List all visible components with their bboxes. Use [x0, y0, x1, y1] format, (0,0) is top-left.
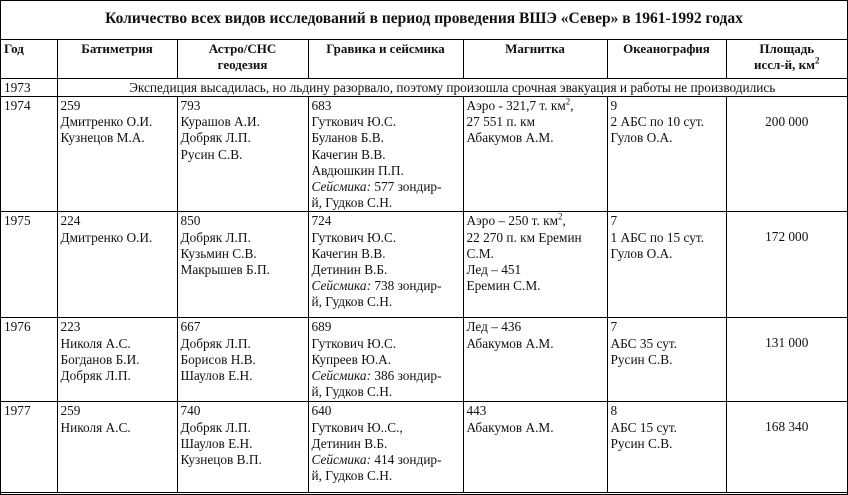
bathymetry-line: Николя А.С. — [60, 335, 131, 351]
bathymetry-cell — [57, 212, 177, 318]
header-astro-line1: Астро/СНС — [208, 41, 277, 56]
seismic-person: й, Гудков С.Н. — [311, 195, 393, 211]
ocean-line: 2 АБС по 10 сут. — [610, 114, 705, 130]
year-cell: 1974 — [1, 97, 57, 212]
magnetic-text: 443 — [466, 403, 487, 419]
gravity-cell — [308, 212, 463, 318]
astro-line: Кузьмин С.В. — [180, 245, 257, 261]
astro-line: Добряк Л.П. — [180, 335, 251, 351]
astro-cell — [177, 212, 308, 318]
bathymetry-line: Богданов Б.И. — [60, 351, 140, 367]
gravity-cell — [308, 97, 463, 212]
seismic-line — [312, 278, 460, 294]
magnetic-line — [467, 130, 604, 146]
area-cell: 131 000 — [726, 318, 847, 402]
header-area-line1: Площадь — [759, 41, 815, 56]
astro-line: Кузнецов В.П. — [180, 452, 262, 468]
seismic-line — [312, 452, 460, 468]
seismic-label: Сейсмика: — [311, 278, 372, 294]
astro-line: Русин С.В. — [180, 146, 243, 162]
bathymetry-line: Кузнецов М.А. — [60, 130, 145, 146]
header-astro — [177, 40, 308, 79]
gravity-line: Авдюшкин П.П. — [311, 162, 404, 178]
astro-cell — [177, 318, 308, 402]
gravity-line: 724 — [311, 213, 332, 229]
header-area-line2 — [730, 57, 845, 73]
ocean-line: 9 — [610, 98, 618, 113]
gravity-cell — [308, 318, 463, 402]
seismic-person: й, Гудков С.Н. — [311, 384, 393, 400]
ocean-line: 7 — [610, 319, 618, 335]
gravity-line: 640 — [311, 403, 332, 419]
year-cell: 1976 — [1, 318, 57, 402]
ocean-cell — [607, 212, 726, 318]
astro-line: 740 — [180, 403, 201, 419]
table-row — [1, 97, 847, 212]
magnetic-line — [467, 114, 604, 130]
gravity-line: Гуткович Ю.С. — [311, 114, 397, 130]
magnetic-line — [467, 319, 604, 335]
bathymetry-line: 259 — [60, 403, 81, 419]
gravity-line: 683 — [311, 98, 332, 113]
header-ocean: Океанография — [607, 40, 726, 79]
seismic-count: 577 зондир- — [371, 179, 442, 195]
gravity-line: Детинин В.Б. — [311, 262, 388, 278]
magnetic-line — [467, 246, 604, 262]
magnetic-line — [467, 230, 604, 246]
magnetic-text: Абакумов А.М. — [466, 335, 554, 351]
magnetic-text: Еремин С.М. — [466, 278, 541, 294]
table-row — [1, 402, 847, 493]
astro-cell — [177, 402, 308, 493]
bathymetry-line: Дмитренко О.И. — [60, 229, 153, 245]
seismic-line — [312, 179, 460, 195]
astro-line: Макрышев Б.П. — [180, 262, 270, 278]
header-gravity: Гравика и сейсмика — [308, 40, 463, 79]
header-magnetic: Магнитка — [463, 40, 607, 79]
magnetic-sup: 2 — [565, 96, 571, 107]
gravity-line: Гуткович Ю..С., — [311, 419, 403, 435]
area-cell: 172 000 — [726, 212, 847, 318]
magnetic-text: 27 551 п. км — [466, 114, 536, 130]
magnetic-text: 22 270 п. км Еремин — [466, 229, 582, 245]
gravity-line: Купреев Ю.А. — [311, 351, 392, 367]
magnetic-line — [467, 420, 604, 436]
magnetic-line — [467, 278, 604, 294]
ocean-line: Русин С.В. — [610, 351, 673, 367]
header-astro-line2: геодезия — [217, 57, 268, 73]
astro-line: 667 — [180, 319, 201, 335]
ocean-cell — [607, 97, 726, 212]
magnetic-text: Абакумов А.М. — [466, 130, 554, 146]
bathymetry-line: 223 — [60, 319, 81, 335]
ocean-cell — [607, 318, 726, 402]
bathymetry-line: Дмитренко О.И. — [60, 114, 153, 130]
note-cell: Экспедиция высадилась, но льдину разорвало, поэтому произошла срочная эвакуация и работы не производились — [57, 79, 847, 97]
bathymetry-cell — [57, 318, 177, 402]
seismic-label: Сейсмика: — [311, 452, 372, 468]
astro-line: Курашов А.И. — [180, 114, 260, 130]
seismic-line — [312, 368, 460, 384]
magnetic-cell — [463, 97, 607, 212]
magnetic-line — [467, 213, 604, 229]
ocean-cell — [607, 402, 726, 493]
bathymetry-cell — [57, 402, 177, 493]
astro-line: 850 — [180, 213, 201, 229]
ocean-line: Русин С.В. — [610, 435, 673, 451]
gravity-line: Гуткович Ю.С. — [311, 229, 397, 245]
year-cell: 1975 — [1, 212, 57, 318]
header-bathymetry: Батиметрия — [57, 40, 177, 79]
bathymetry-line: 259 — [60, 98, 81, 113]
astro-line: Борисов Н.В. — [180, 351, 256, 367]
magnetic-after: , — [570, 98, 574, 113]
ocean-line: Гулов О.А. — [610, 130, 673, 146]
seismic-count: 386 зондир- — [371, 368, 442, 384]
gravity-line: Гуткович Ю.С. — [311, 335, 397, 351]
magnetic-line — [467, 336, 604, 352]
magnetic-text: Аэро - 321,7 т. км — [466, 98, 566, 113]
ocean-line: АБС 15 сут. — [610, 419, 677, 435]
table-row — [1, 212, 847, 318]
astro-line: Шаулов Е.Н. — [180, 435, 253, 451]
table-title: Количество всех видов исследований в период проведения ВШЭ «Север» в 1961-1992 годах — [1, 1, 847, 40]
astro-line: Добряк Л.П. — [180, 130, 251, 146]
magnetic-text: Лед – 436 — [466, 319, 522, 335]
seismic-label: Сейсмика: — [311, 368, 372, 384]
gravity-line: Качегин В.В. — [311, 146, 386, 162]
magnetic-line — [467, 403, 604, 419]
bathymetry-line: Николя А.С. — [60, 419, 131, 435]
magnetic-text: Аэро – 250 т. км — [466, 213, 559, 229]
gravity-line: 689 — [311, 319, 332, 335]
seismic-label: Сейсмика: — [311, 179, 372, 195]
magnetic-text: Абакумов А.М. — [466, 419, 554, 435]
bathymetry-line: 224 — [60, 213, 81, 229]
seismic-person: й, Гудков С.Н. — [311, 468, 393, 484]
magnetic-line — [467, 98, 604, 114]
header-area — [726, 40, 847, 79]
year-cell: 1973 — [1, 79, 57, 97]
magnetic-line — [467, 262, 604, 278]
ocean-line: АБС 35 сут. — [610, 335, 677, 351]
table-row — [1, 318, 847, 402]
ocean-line: 7 — [610, 213, 618, 229]
magnetic-text: Лед – 451 — [466, 262, 522, 278]
header-area-sup: 2 — [815, 55, 820, 66]
astro-line: Добряк Л.П. — [180, 229, 251, 245]
astro-line: 793 — [180, 98, 201, 113]
magnetic-text: С.М. — [466, 245, 494, 261]
seismic-count: 738 зондир- — [371, 278, 442, 294]
research-table — [1, 40, 847, 493]
header-area-unit: иссл-й, км — [754, 57, 815, 73]
table-body — [1, 97, 847, 493]
header-year: Год — [1, 40, 57, 79]
header-row — [1, 40, 847, 79]
astro-line: Добряк Л.П. — [180, 419, 251, 435]
seismic-count: 414 зондир- — [371, 452, 442, 468]
area-cell: 168 340 — [726, 402, 847, 493]
bathymetry-line: Добряк Л.П. — [60, 368, 131, 384]
magnetic-cell — [463, 212, 607, 318]
ocean-line: Гулов О.А. — [610, 245, 673, 261]
magnetic-cell — [463, 402, 607, 493]
astro-cell — [177, 97, 308, 212]
gravity-line: Качегин В.В. — [311, 245, 386, 261]
gravity-cell — [308, 402, 463, 493]
magnetic-sup: 2 — [558, 212, 563, 222]
seismic-person: й, Гудков С.Н. — [311, 294, 393, 310]
year-cell: 1977 — [1, 402, 57, 493]
area-cell: 200 000 — [726, 97, 847, 212]
gravity-line: Детинин В.Б. — [311, 435, 388, 451]
magnetic-cell — [463, 318, 607, 402]
ocean-line: 1 АБС по 15 сут. — [610, 229, 705, 245]
table-row-1973 — [1, 79, 847, 97]
magnetic-after: , — [562, 213, 566, 229]
gravity-line: Буланов Б.В. — [311, 130, 384, 146]
ocean-line: 8 — [610, 403, 618, 419]
bathymetry-cell — [57, 97, 177, 212]
astro-line: Шаулов Е.Н. — [180, 368, 253, 384]
